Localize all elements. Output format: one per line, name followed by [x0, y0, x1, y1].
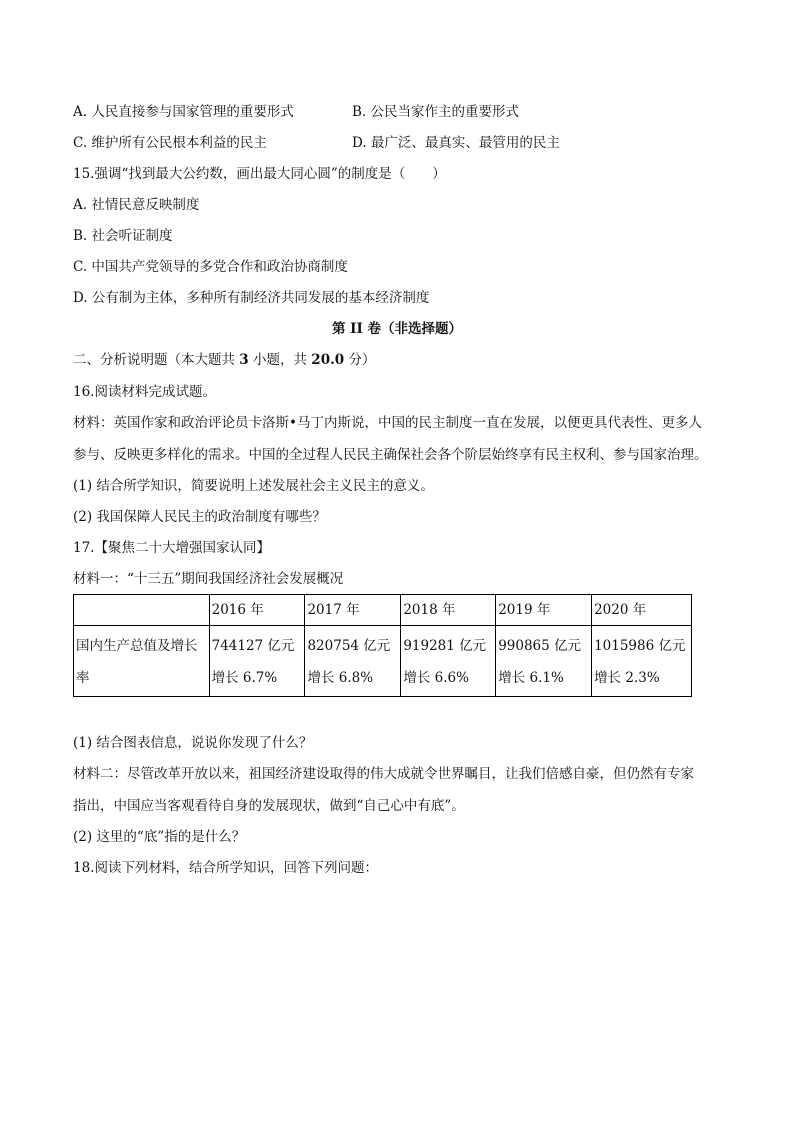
- option-a: A. 人民直接参与国家管理的重要形式: [73, 104, 294, 120]
- question-17-material-1-title: 材料一：“十三五”期间我国经济社会发展概况: [73, 571, 344, 587]
- gdp-table: [73, 594, 692, 697]
- question-17-sub-2: (2) 这里的“底”指的是什么？: [73, 829, 246, 845]
- table-header-cell: 2018 年: [401, 595, 496, 626]
- section-2-title: 第 II 卷（非选择题）: [331, 321, 463, 337]
- question-17-sub-1: (1) 结合图表信息，说说你发现了什么？: [73, 735, 313, 751]
- question-15-option-a: A. 社情民意反映制度: [73, 197, 200, 213]
- table-header-cell: 2016 年: [209, 595, 305, 626]
- question-15-option-d: D. 公有制为主体，多种所有制经济共同发展的基本经济制度: [73, 290, 430, 306]
- table-header-cell: 2019 年: [496, 595, 592, 626]
- question-15-option-c: C. 中国共产党领导的多党合作和政治协商制度: [73, 259, 348, 275]
- option-c: C. 维护所有公民根本利益的民主: [73, 135, 267, 151]
- question-16-stem: 16.阅读材料完成试题。: [73, 384, 216, 400]
- question-17-material-2-line-1: 材料二：尽管改革开放以来，祖国经济建设取得的伟大成就令世界瞩目，让我们倍感自豪，但仍然有专家: [73, 766, 694, 782]
- table-header-cell: 2020 年: [592, 595, 692, 626]
- table-header-cell: 2017 年: [305, 595, 401, 626]
- table-cell: 820754 亿元增长 6.8%: [305, 626, 401, 697]
- table-row-label: 国内生产总值及增长率: [74, 626, 210, 697]
- question-17-material-2-line-2: 指出，中国应当客观看待自身的发展现状，做到“自己心中有底”。: [73, 798, 465, 814]
- question-16-material-line-1: 材料：英国作家和政治评论员卡洛斯•马丁内斯说，中国的民主制度一直在发展，以便更具代表性、更多人: [73, 415, 702, 431]
- question-17-stem: 17.【聚焦二十大增强国家认同】: [73, 540, 270, 556]
- question-15-option-b: B. 社会听证制度: [73, 228, 173, 244]
- question-16-material-line-2: 参与、反映更多样化的需求。中国的全过程人民民主确保社会各个阶层始终享有民主权利、参与国家治理。: [73, 447, 708, 463]
- question-16-sub-2: (2) 我国保障人民民主的政治制度有哪些？: [73, 509, 326, 525]
- option-d: D. 最广泛、最真实、最管用的民主: [352, 135, 560, 151]
- table-header-cell: [74, 595, 210, 626]
- question-15-stem: 15.强调“找到最大公约数，画出最大同心圆”的制度是（ ）: [73, 166, 446, 182]
- table-header-row: [74, 595, 692, 626]
- section-2-heading: 二、分析说明题（本大题共 3 小题，共 20.0 分）: [73, 352, 376, 368]
- option-b: B. 公民当家作主的重要形式: [352, 104, 520, 120]
- table-row: [74, 626, 692, 697]
- table-cell: 919281 亿元增长 6.6%: [401, 626, 496, 697]
- question-18-stem: 18.阅读下列材料，结合所学知识，回答下列问题：: [73, 860, 378, 876]
- question-16-sub-1: (1) 结合所学知识，简要说明上述发展社会主义民主的意义。: [73, 478, 434, 494]
- table-cell: 1015986 亿元增长 2.3%: [592, 626, 692, 697]
- table-cell: 990865 亿元增长 6.1%: [496, 626, 592, 697]
- table-cell: 744127 亿元增长 6.7%: [209, 626, 305, 697]
